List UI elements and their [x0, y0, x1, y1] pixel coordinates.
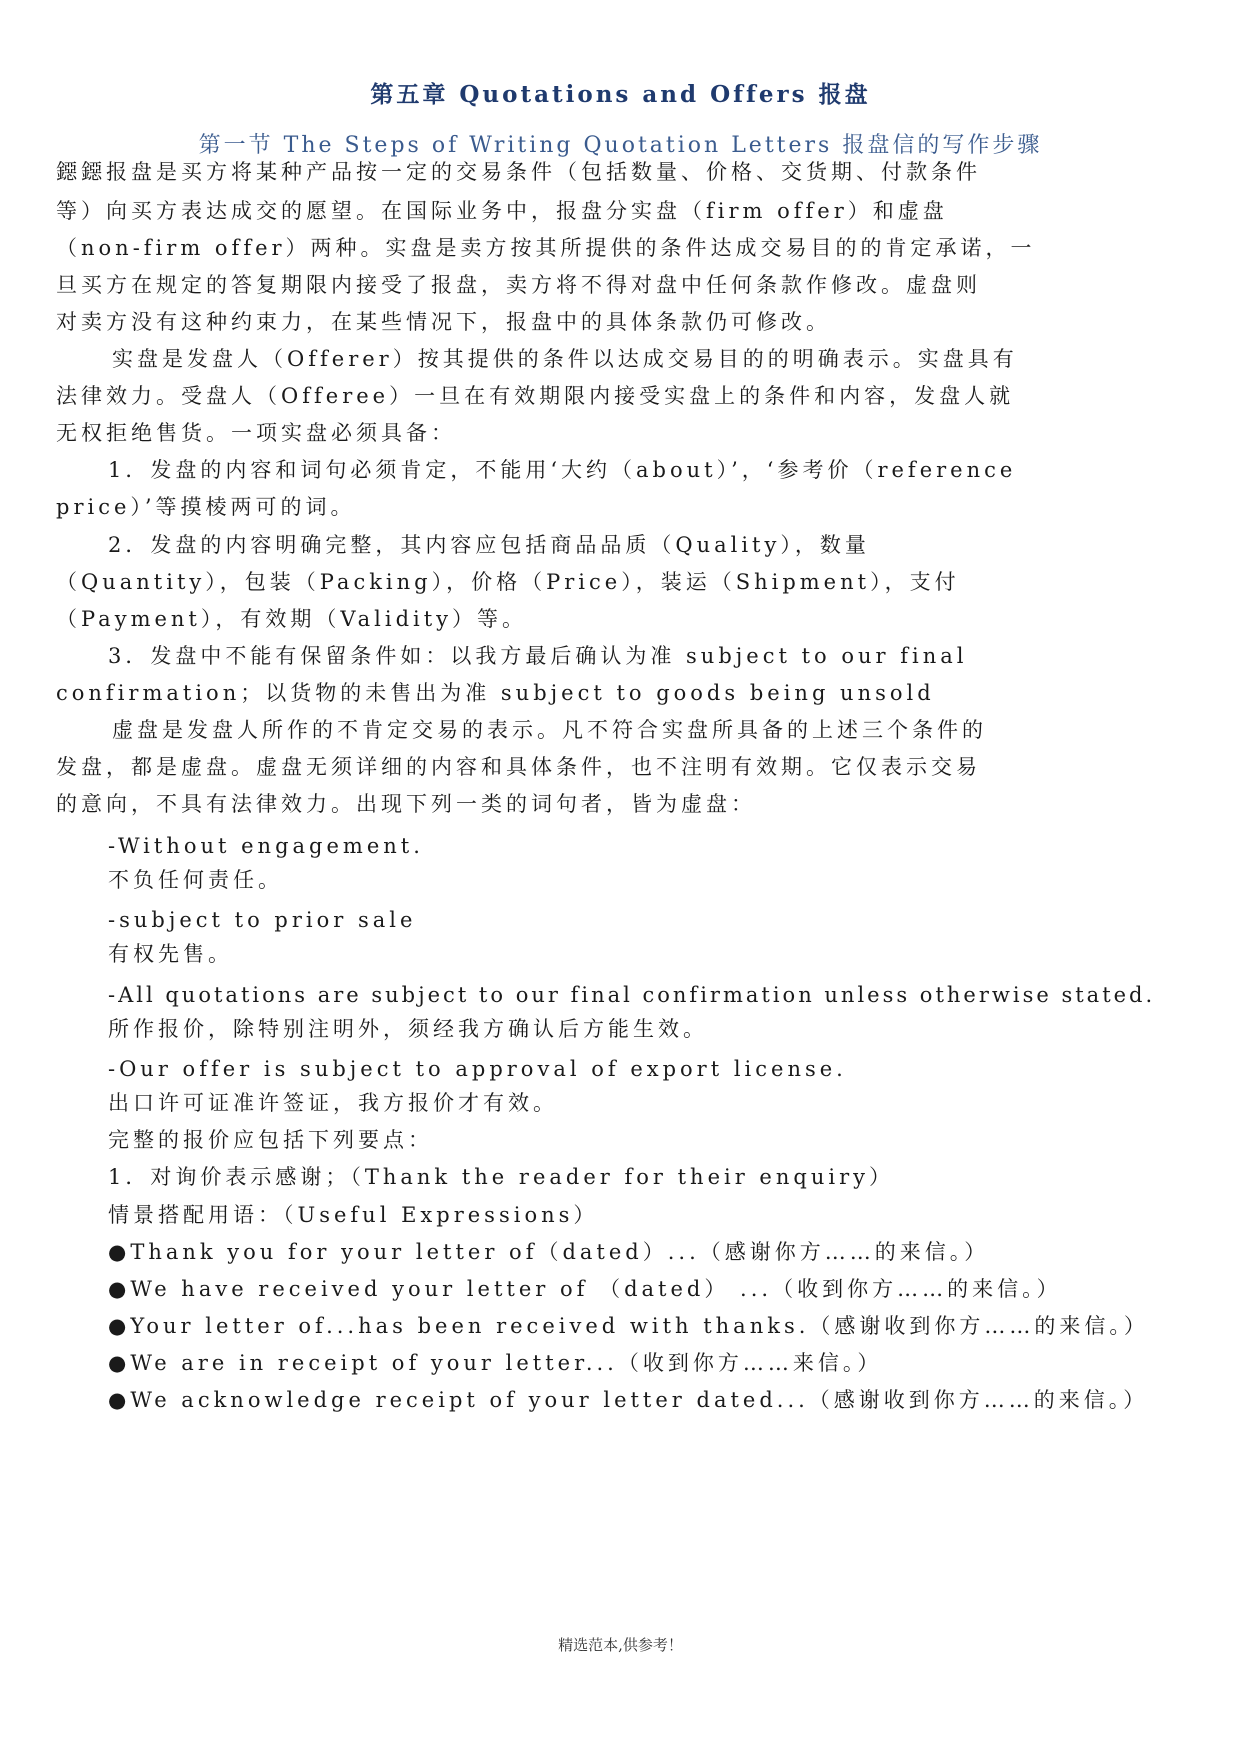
- bullet-item: ●We acknowledge receipt of your letter dated...（感谢收到你方……的来信。）: [108, 1388, 1149, 1412]
- paragraph-line: 的意向，不具有法律效力。出现下列一类的词句者，皆为虚盘：: [56, 792, 756, 816]
- paragraph-line: 完整的报价应包括下列要点：: [108, 1128, 433, 1152]
- paragraph-line: 对卖方没有这种约束力，在某些情况下，报盘中的具体条款仍可修改。: [56, 310, 831, 334]
- example-english: -Our offer is subject to approval of export license.: [108, 1057, 847, 1081]
- example-english: -Without engagement.: [108, 834, 424, 858]
- bullet-item: ●Your letter of...has been received with thanks.（感谢收到你方……的来信。）: [108, 1314, 1149, 1338]
- list-item-continuation: price）’等摸棱两可的词。: [56, 495, 356, 519]
- list-item-continuation: （Payment），有效期（Validity）等。: [56, 607, 528, 631]
- bullet-item: ●We have received your letter of （dated） ...（收到你方……的来信。）: [108, 1277, 1062, 1301]
- list-item-continuation: confirmation；以货物的未售出为准 subject to goods being unsold: [56, 681, 935, 705]
- paragraph-line: 实盘是发盘人（Offerer）按其提供的条件以达成交易目的的明确表示。实盘具有: [112, 347, 1018, 371]
- paragraph-line: 情景搭配用语：（Useful Expressions）: [108, 1203, 599, 1227]
- paragraph-line: 无权拒绝售货。一项实盘必须具备：: [56, 421, 456, 445]
- list-item: 1．对询价表示感谢；（Thank the reader for their enquiry）: [108, 1165, 894, 1189]
- example-english: -subject to prior sale: [108, 908, 417, 932]
- paragraph-line: 虚盘是发盘人所作的不肯定交易的表示。凡不符合实盘所具备的上述三个条件的: [112, 718, 987, 742]
- example-chinese: 有权先售。: [108, 942, 233, 966]
- paragraph-line: 旦买方在规定的答复期限内接受了报盘，卖方将不得对盘中任何条款作修改。虚盘则: [56, 273, 981, 297]
- example-chinese: 不负任何责任。: [108, 868, 283, 892]
- paragraph-line: 法律效力。受盘人（Offeree）一旦在有效期限内接受实盘上的条件和内容，发盘人就: [56, 384, 1015, 408]
- list-item: 3．发盘中不能有保留条件如：以我方最后确认为准 subject to our final: [108, 644, 968, 668]
- bullet-item: ●We are in receipt of your letter...（收到你方……来信。）: [108, 1351, 883, 1375]
- paragraph-line: 鐚鐚报盘是买方将某种产品按一定的交易条件（包括数量、价格、交货期、付款条件: [56, 160, 981, 184]
- list-item-continuation: （Quantity），包装（Packing），价格（Price），装运（Shipment），支付: [56, 570, 960, 594]
- list-item: 2．发盘的内容明确完整，其内容应包括商品品质（Quality），数量: [108, 533, 870, 557]
- paragraph-line: 发盘，都是虚盘。虚盘无须详细的内容和具体条件，也不注明有效期。它仅表示交易: [56, 755, 981, 779]
- paragraph-line: 等）向买方表达成交的愿望。在国际业务中，报盘分实盘（firm offer）和虚盘: [56, 199, 948, 223]
- page-footer: 精选范本,供参考！: [558, 1636, 683, 1654]
- example-english: -All quotations are subject to our final confirmation unless otherwise stated.: [108, 983, 1156, 1007]
- list-item: 1．发盘的内容和词句必须肯定，不能用‘大约（about）’，‘参考价（reference: [108, 458, 1017, 482]
- bullet-item: ●Thank you for your letter of（dated）...（感谢你方……的来信。）: [108, 1240, 990, 1264]
- example-chinese: 出口许可证准许签证，我方报价才有效。: [108, 1091, 558, 1115]
- chapter-title: 第五章 Quotations and Offers 报盘: [370, 81, 871, 108]
- section-subtitle: 第一节 The Steps of Writing Quotation Letters 报盘信的写作步骤: [198, 133, 1043, 158]
- paragraph-line: （non-firm offer）两种。实盘是卖方按其所提供的条件达成交易目的的肯定承诺，一: [56, 236, 1036, 260]
- example-chinese: 所作报价，除特别注明外，须经我方确认后方能生效。: [108, 1017, 708, 1041]
